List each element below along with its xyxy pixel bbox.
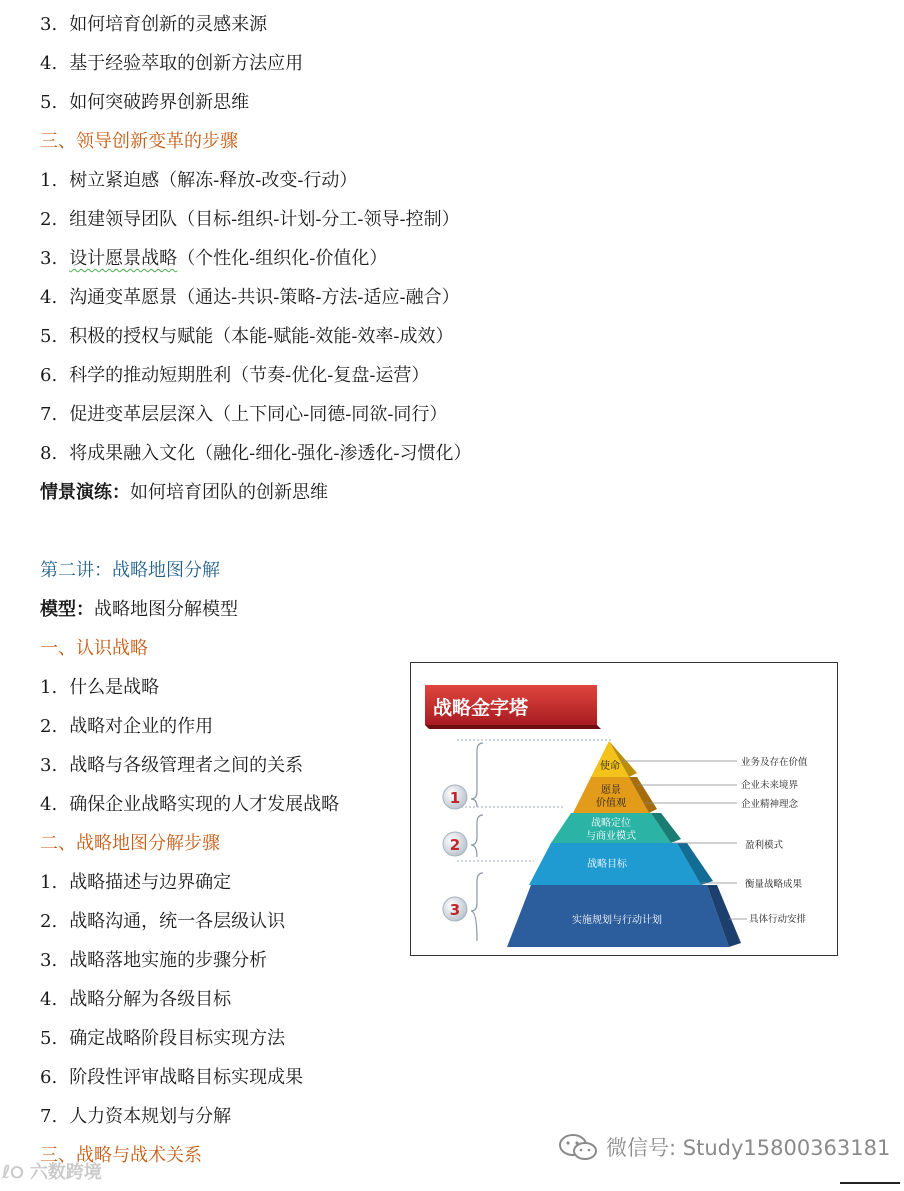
list-item: 5. 如何突破跨界创新思维 [40,92,250,113]
svg-text:使命: 使命 [600,761,620,772]
section-heading: 二、战略地图分解步骤 [40,833,220,854]
list-item: 5. 确定战略阶段目标实现方法 [40,1028,286,1049]
page-corner-line [840,1182,900,1184]
svg-text:1: 1 [449,789,461,807]
watermark-text: 微信号: Study15800363181 [606,1136,891,1160]
list-item: 3. 战略落地实施的步骤分析 [40,950,268,971]
list-item: 4. 沟通变革愿景（通达-共识-策略-方法-适应-融合） [40,287,460,308]
list-item: 6. 阶段性评审战略目标实现成果 [40,1067,304,1088]
svg-text:战略目标: 战略目标 [587,859,627,870]
label-vision-desc: 企业未来境界 [741,780,799,791]
label-goals-desc: 衡量战略成果 [745,879,803,890]
list-item: 2. 组建领导团队（目标-组织-计划-分工-领导-控制） [40,209,460,230]
list-item: 7. 促进变革层层深入（上下同心-同德-同欲-同行） [40,404,448,425]
brand-watermark: ℓ୦ 六数跨境 [2,1162,102,1183]
pyramid-svg [411,663,837,955]
label-mission-desc: 业务及存在价值 [741,757,808,768]
strategy-pyramid-figure [410,662,838,956]
list-item: 3. 如何培育创新的灵感来源 [40,14,268,35]
list-item: 1. 战略描述与边界确定 [40,872,232,893]
list-item: 1. 什么是战略 [40,677,160,698]
svg-text:愿景: 愿景 [601,785,621,796]
list-item: 8. 将成果融入文化（融化-细化-强化-渗透化-习惯化） [40,443,472,464]
wechat-icon [558,1132,598,1162]
wechat-watermark [558,1132,890,1162]
model-line: 模型：战略地图分解模型 [40,599,238,620]
svg-text:实施规划与行动计划: 实施规划与行动计划 [572,915,662,926]
section-heading: 三、战略与战术关系 [40,1145,202,1166]
list-item: 7. 人力资本规划与分解 [40,1106,232,1127]
scenario-line: 情景演练：如何培育团队的创新思维 [40,482,328,503]
section-heading: 三、领导创新变革的步骤 [40,131,238,152]
list-item: 2. 战略沟通，统一各层级认识 [40,911,286,932]
list-item: 4. 确保企业战略实现的人才发展战略 [40,794,340,815]
svg-text:战略定位: 战略定位 [591,818,631,829]
svg-text:与商业模式: 与商业模式 [586,831,636,842]
list-item: 1. 树立紧迫感（解冻-释放-改变-行动） [40,170,358,191]
svg-text:2: 2 [449,836,461,854]
pyramid-title: 战略金字塔 [433,697,529,719]
section-heading: 一、认识战略 [40,638,148,659]
list-item: 4. 基于经验萃取的创新方法应用 [40,53,304,74]
list-item: 4. 战略分解为各级目标 [40,989,232,1010]
svg-text:价值观: 价值观 [596,798,626,809]
list-item: 3. 战略与各级管理者之间的关系 [40,755,304,776]
brace-lines [471,743,483,941]
list-item: 2. 战略对企业的作用 [40,716,214,737]
label-model-desc: 盈利模式 [745,840,784,851]
label-values-desc: 企业精神理念 [741,799,799,810]
svg-text:3: 3 [449,901,461,919]
spellcheck-underline-text: 设计愿景战略 [69,248,178,269]
title-banner-shadow [425,725,601,729]
lecture-heading: 第二讲：战略地图分解 [40,560,220,581]
brand-logo-icon: ℓ୦ [2,1162,24,1183]
list-item: 5. 积极的授权与赋能（本能-赋能-效能-效率-成效） [40,326,454,347]
label-plan-desc: 具体行动安排 [749,914,807,925]
list-item: 6. 科学的推动短期胜利（节奏-优化-复盘-运营） [40,365,430,386]
list-item: 3. 设计愿景战略（个性化-组织化-价值化） [40,248,388,269]
